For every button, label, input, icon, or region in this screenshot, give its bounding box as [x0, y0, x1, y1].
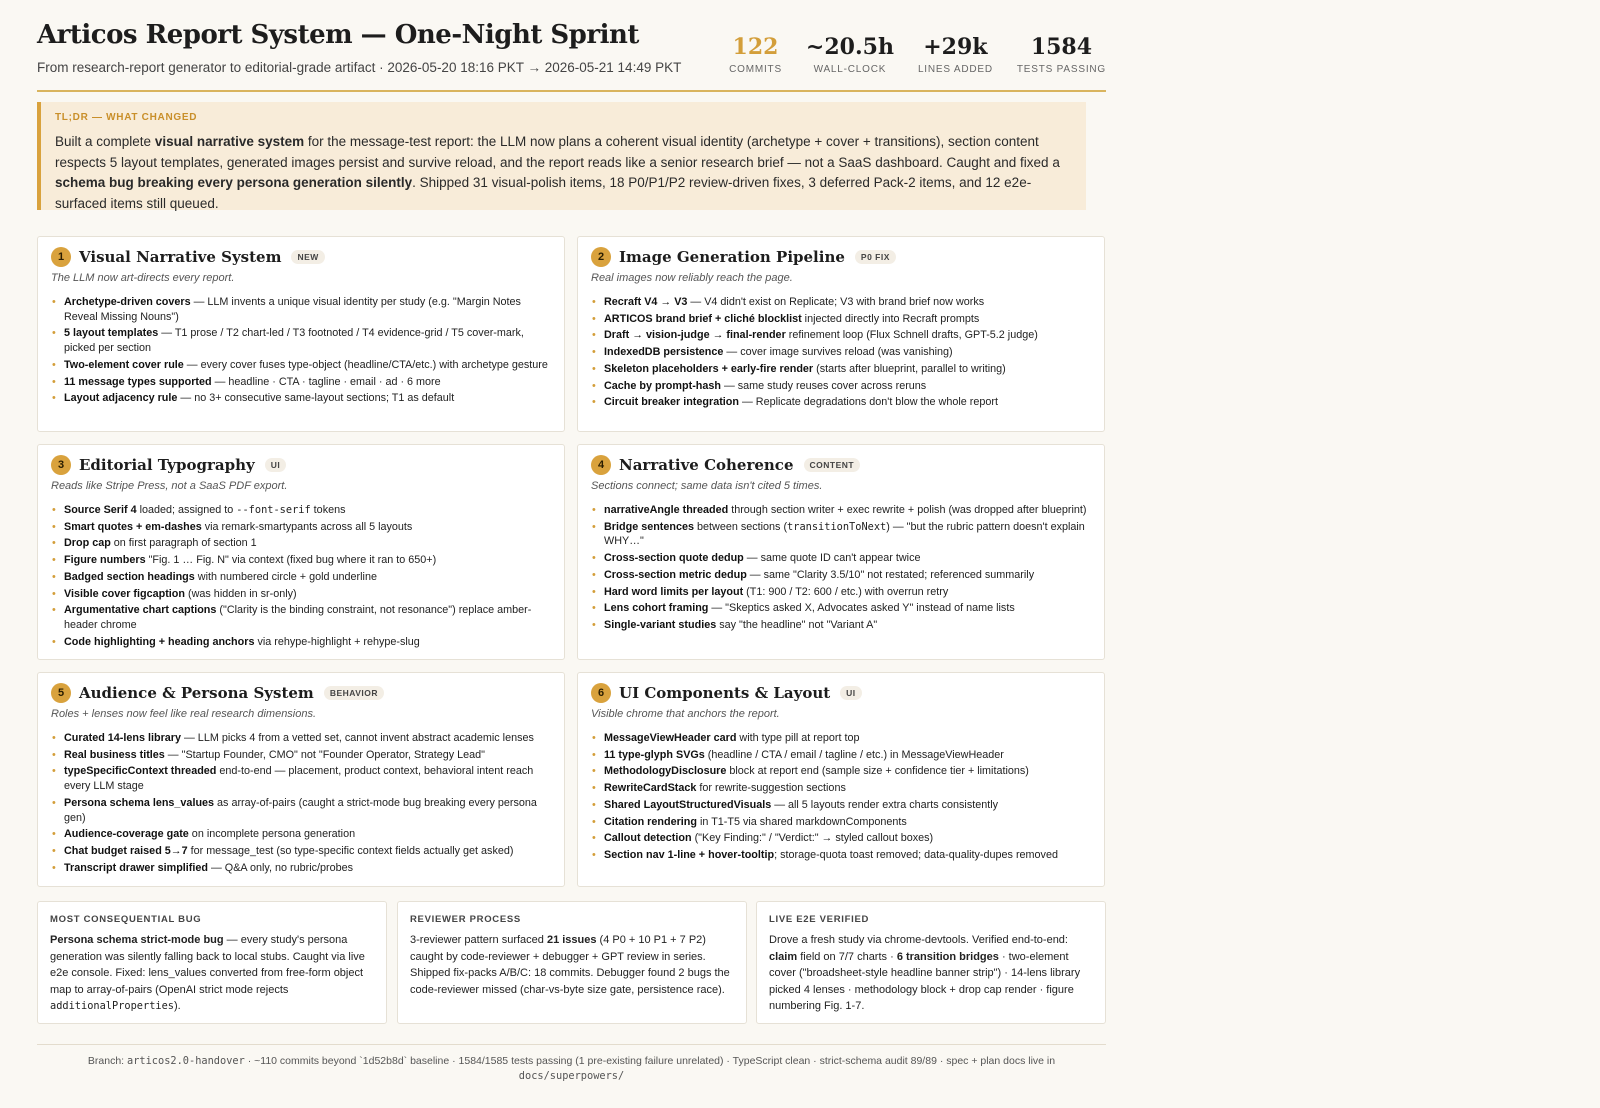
item-text: ) — "but the rubric pattern doesn't explain WHY…" — [604, 520, 1085, 548]
list-item — [591, 764, 1094, 779]
item-text: — no 3+ consecutive same-layout sections; T1 as default — [177, 392, 455, 405]
item-text: (was hidden in sr-only) — [185, 587, 297, 600]
section-tag: UI — [840, 686, 862, 700]
item-text: "Fig. 1 … Fig. N" via context (fixed bug where it ran to 650+) — [145, 554, 437, 567]
list-item — [51, 358, 554, 373]
list-item — [591, 848, 1094, 863]
list-item — [51, 844, 554, 859]
list-item — [591, 568, 1094, 583]
item-bold: Lens cohort framing — [604, 602, 709, 615]
item-text: on first paragraph of section 1 — [110, 537, 257, 550]
section-subtitle: Reads like Stripe Press, not a SaaS PDF export. — [51, 480, 288, 492]
section-number-badge: 6 — [591, 683, 611, 703]
item-bold: IndexedDB persistence — [604, 346, 724, 359]
bold-text: 6 transition bridges — [896, 950, 999, 963]
item-text: tokens — [310, 504, 346, 516]
stat-value: +29k — [923, 34, 988, 60]
section-subtitle: Visible chrome that anchors the report. — [591, 708, 780, 720]
item-text: end-to-end — placement, product context, behavioral intent reach every LLM stage — [64, 765, 534, 793]
section-subtitle: Sections connect; same data isn't cited 5 times. — [591, 480, 823, 492]
item-bold: Figure numbers — [64, 554, 146, 567]
stat-value: 122 — [732, 34, 779, 60]
item-text: ; storage-quota toast removed; data-quality-dupes removed — [774, 848, 1058, 861]
item-text: loaded; assigned to — [136, 504, 237, 516]
item-code: --font-serif — [236, 504, 311, 516]
section-card-narrative-coherence — [577, 444, 1105, 660]
tldr-label: TL;DR — WHAT CHANGED — [55, 112, 198, 123]
section-card-ui-components — [577, 672, 1105, 887]
item-bold: Visible cover figcaption — [64, 587, 186, 600]
reviewer-card-label: REVIEWER PROCESS — [410, 914, 521, 925]
list-item — [51, 603, 554, 632]
list-item — [51, 520, 554, 535]
section-subtitle: The LLM now art-directs every report. — [51, 272, 235, 284]
item-bold: narrativeAngle threaded — [604, 504, 729, 516]
item-bold: Drop cap — [64, 537, 111, 550]
list-item — [51, 326, 554, 355]
section-number-badge: 2 — [591, 247, 611, 267]
item-bold: Real business titles — [64, 748, 165, 761]
list-item — [51, 553, 554, 568]
list-item — [51, 748, 554, 763]
section-tag: UI — [265, 458, 287, 472]
list-item — [591, 503, 1094, 518]
item-bold: typeSpecificContext threaded — [64, 765, 217, 778]
list-item — [591, 520, 1094, 549]
section-subtitle: Real images now reliably reach the page. — [591, 272, 793, 284]
item-bold: Source Serif 4 — [64, 504, 137, 516]
list-item — [591, 295, 1094, 310]
list-item — [591, 585, 1094, 600]
bug-card — [37, 901, 387, 1024]
reviewer-card — [397, 901, 747, 1024]
item-bold: ARTICOS brand brief + cliché blocklist — [604, 312, 802, 325]
list-item — [591, 345, 1094, 360]
item-bold: Draft → vision-judge → final-render — [604, 329, 786, 342]
stat-label: LINES ADDED — [917, 64, 993, 75]
list-item — [591, 831, 1094, 846]
item-bold: Circuit breaker integration — [604, 396, 739, 409]
tldr-bold: visual narrative system — [154, 134, 305, 149]
item-text: (headline / CTA / email / tagline / etc.) in MessageViewHeader — [704, 748, 1004, 761]
item-text: say "the headline" not "Variant A" — [716, 618, 878, 631]
list-item — [51, 503, 554, 518]
item-text: ("Clarity is the binding constraint, not resonance") replace amber-header chrome — [64, 604, 532, 631]
item-bold: Two-element cover rule — [64, 358, 184, 371]
tldr-body — [55, 132, 1072, 214]
body-text: (4 P0 + 10 P1 + 7 P2) caught by code-reviewer + debugger + GPT review in series. Shipped fix-packs A/B/C: 18 commits. Debugger found 2 bugs the code-reviewer missed (char-vs-byte size gate, persistence race). — [410, 934, 730, 996]
item-bold: 11 message types supported — [64, 375, 212, 388]
list-item — [51, 796, 554, 825]
item-bold: Section nav 1-line + hover-tooltip — [604, 848, 775, 861]
footer — [37, 1044, 1106, 1084]
report-page — [37, 0, 1106, 1082]
item-text: — V4 didn't exist on Replicate; V3 with brand brief now works — [687, 296, 985, 308]
list-item — [591, 551, 1094, 566]
body-text: Drove a fresh study via chrome-devtools. Verified end-to-end: — [769, 934, 1068, 946]
item-bold: Audience-coverage gate — [64, 828, 189, 841]
tldr-callout — [37, 102, 1086, 210]
item-bold: Cache by prompt-hash — [604, 379, 721, 392]
stat-tests-passing — [1017, 34, 1106, 75]
section-number-badge: 4 — [591, 455, 611, 475]
bold-text: 21 issues — [546, 934, 597, 946]
footer-text: Branch: — [87, 1055, 127, 1067]
section-item-list — [591, 295, 1094, 412]
item-text: — same "Clarity 3.5/10" not restated; referenced summarily — [746, 568, 1035, 581]
item-text: via remark-smartypants across all 5 layouts — [201, 520, 413, 533]
list-item — [591, 601, 1094, 616]
list-item — [51, 587, 554, 602]
list-item — [591, 618, 1094, 633]
section-number-badge: 5 — [51, 683, 71, 703]
item-bold: Archetype-driven covers — [64, 296, 191, 308]
item-text: — every cover fuses type-object (headline/CTA/etc.) with archetype gesture — [183, 358, 548, 371]
list-item — [51, 570, 554, 585]
card-header — [591, 683, 862, 703]
section-title: Image Generation Pipeline — [619, 248, 845, 266]
card-header — [591, 455, 860, 475]
page-title: Articos Report System — One-Night Sprint — [37, 20, 639, 50]
tldr-text: . Shipped 31 visual-polish items, 18 P0/P1/P2 review-driven fixes, 3 deferred Pack-2 items, and 12 e2e-surfaced items still queued. — [55, 175, 1032, 211]
item-bold: Callout detection — [604, 832, 692, 845]
bold-text: Persona schema strict-mode bug — [50, 934, 224, 946]
docs-path: docs/superpowers/ — [518, 1070, 625, 1082]
item-text: via rehype-highlight + rehype-slug — [254, 635, 420, 648]
reviewer-card-body — [410, 932, 736, 998]
item-bold: Single-variant studies — [604, 618, 717, 631]
item-bold: MessageViewHeader card — [604, 732, 737, 744]
section-number-badge: 3 — [51, 455, 71, 475]
list-item — [591, 798, 1094, 813]
tldr-bold: schema bug breaking every persona generation silently — [55, 175, 413, 190]
item-text: — Q&A only, no rubric/probes — [208, 861, 354, 874]
code-text: additionalProperties — [50, 1000, 174, 1012]
card-header — [51, 247, 325, 267]
item-bold: Chat budget raised 5→7 — [64, 844, 188, 857]
section-item-list — [51, 731, 554, 877]
item-bold: Cross-section quote dedup — [604, 552, 744, 565]
tldr-text: Built a complete — [55, 134, 155, 149]
section-title: Narrative Coherence — [619, 456, 794, 474]
list-item — [591, 312, 1094, 327]
list-item — [591, 395, 1094, 410]
list-item — [51, 764, 554, 793]
list-item — [51, 861, 554, 876]
item-bold: Layout adjacency rule — [64, 392, 178, 405]
item-text: — same study reuses cover across reruns — [720, 379, 927, 392]
item-text: — Replicate degradations don't blow the whole report — [739, 396, 998, 409]
list-item — [591, 328, 1094, 343]
list-item — [51, 375, 554, 390]
e2e-card — [756, 901, 1106, 1024]
item-text: ("Key Finding:" / "Verdict:" → styled callout boxes) — [691, 832, 934, 845]
item-bold: RewriteCardStack — [604, 782, 697, 795]
stat-wall-clock — [806, 34, 894, 75]
item-text: (starts after blueprint, parallel to writing) — [813, 362, 1006, 375]
list-item — [591, 731, 1094, 746]
item-text: — same quote ID can't appear twice — [743, 552, 921, 565]
item-text: for rewrite-suggestion sections — [696, 782, 846, 795]
item-bold: Citation rendering — [604, 815, 697, 828]
item-bold: Bridge sentences — [604, 520, 695, 533]
card-header — [51, 683, 384, 703]
item-bold: Argumentative chart captions — [64, 604, 217, 617]
item-bold: Badged section headings — [64, 570, 195, 583]
item-bold: 11 type-glyph SVGs — [604, 748, 705, 761]
item-text: on incomplete persona generation — [188, 828, 356, 841]
list-item — [51, 391, 554, 406]
item-bold: Code highlighting + heading anchors — [64, 635, 255, 648]
list-item — [51, 731, 554, 746]
section-title: Visual Narrative System — [79, 248, 282, 266]
section-tag: CONTENT — [804, 458, 861, 472]
stat-label: COMMITS — [729, 64, 782, 75]
section-item-list — [591, 503, 1094, 635]
stat-label: TESTS PASSING — [1016, 64, 1106, 75]
item-bold: Skeleton placeholders + early-fire render — [604, 362, 814, 375]
section-subtitle: Roles + lenses now feel like real research dimensions. — [51, 708, 317, 720]
item-bold: Smart quotes + em-dashes — [64, 520, 202, 533]
item-text: with numbered circle + gold underline — [194, 570, 377, 583]
list-item — [591, 815, 1094, 830]
list-item — [51, 295, 554, 324]
list-item — [591, 781, 1094, 796]
card-header — [51, 455, 286, 475]
stat-label: WALL-CLOCK — [813, 64, 887, 75]
item-text: — all 5 layouts render extra charts consistently — [771, 798, 999, 811]
list-item — [51, 827, 554, 842]
section-number-badge: 1 — [51, 247, 71, 267]
list-item — [51, 536, 554, 551]
section-title: Audience & Persona System — [79, 684, 314, 702]
bold-text: claim — [769, 950, 798, 963]
list-item — [591, 379, 1094, 394]
item-text: as array-of-pairs (caught a strict-mode bug breaking every persona gen) — [64, 796, 537, 824]
item-bold: Curated 14-lens library — [64, 732, 182, 744]
section-tag: NEW — [291, 250, 324, 264]
item-bold: Recraft V4 → V3 — [604, 296, 688, 308]
list-item — [51, 635, 554, 650]
section-card-image-generation — [577, 236, 1105, 432]
stat-lines-added — [918, 34, 993, 75]
section-tag: P0 FIX — [855, 250, 896, 264]
header — [37, 0, 1106, 92]
bug-card-body — [50, 932, 376, 1015]
item-text: injected directly into Recraft prompts — [801, 312, 980, 325]
item-code: transitionToNext — [787, 520, 887, 533]
section-title: Editorial Typography — [79, 456, 255, 474]
section-card-editorial-typography — [37, 444, 565, 660]
e2e-card-label: LIVE E2E VERIFIED — [769, 914, 870, 925]
item-text: — headline · CTA · tagline · email · ad · 6 more — [211, 375, 441, 388]
list-item — [591, 748, 1094, 763]
tldr-text: for the message-test report: the LLM now plans a coherent visual identity (archetype + cover + transitions), section content respects 5 layout templates, generated images persist and survive reload, and the report reads like a senior research brief — not a SaaS dashboard. Caught and fixed a — [55, 134, 1060, 170]
item-text: — "Skeptics asked X, Advocates asked Y" instead of name lists — [708, 602, 1015, 615]
item-text: for message_test (so type-specific context fields actually get asked) — [187, 844, 514, 857]
item-text: in T1-T5 via shared markdownComponents — [696, 815, 907, 828]
item-bold: Persona schema lens_values — [64, 796, 215, 809]
list-item — [591, 362, 1094, 377]
stats-bar — [729, 34, 1106, 75]
section-title: UI Components & Layout — [619, 684, 831, 702]
footer-text: · ~110 commits beyond `1d52b8d` baseline · 1584/1585 tests passing (1 pre-existing failure unrelated) · TypeScript clean · strict-schema audit 89/89 · spec + plan docs live in — [244, 1055, 1056, 1067]
e2e-card-body — [769, 932, 1095, 1015]
item-bold: Hard word limits per layout — [604, 585, 744, 598]
item-bold: Cross-section metric dedup — [604, 568, 747, 581]
stat-value: ~20.5h — [805, 34, 894, 60]
bug-card-label: MOST CONSEQUENTIAL BUG — [50, 914, 202, 925]
body-text: ). — [174, 1000, 181, 1012]
section-card-visual-narrative — [37, 236, 565, 432]
item-text: — "Startup Founder, CMO" not "Founder Operator, Strategy Lead" — [164, 748, 486, 761]
item-text: — LLM invents a unique visual identity per study (e.g. "Margin Notes Reveal Missing Nouns") — [64, 296, 521, 323]
item-bold: Shared LayoutStructuredVisuals — [604, 798, 772, 811]
item-text: — LLM picks 4 from a vetted set, cannot invent abstract academic lenses — [181, 732, 534, 744]
item-bold: Transcript drawer simplified — [64, 861, 209, 874]
body-text: · two-element cover ("broadsheet-style headline banner strip") · 14-lens library picked 4 lenses · methodology block + drop cap render · figure numbering Fig. 1-7. — [769, 950, 1081, 1012]
section-tag: BEHAVIOR — [324, 686, 384, 700]
item-text: through section writer + exec rewrite + polish (was dropped after blueprint) — [728, 504, 1087, 516]
page-subtitle: From research-report generator to editorial-grade artifact · 2026-05-20 18:16 PKT → 2026-05-21 14:49 PKT — [37, 60, 682, 75]
item-text: — cover image survives reload (was vanishing) — [723, 346, 953, 359]
body-text: — every study's persona generation was silently falling back to local stubs. Caught via live e2e console. Fixed: lens_values converted from free-form object map to array-of-pairs (OpenAI strict mode rejects — [50, 934, 365, 996]
body-text: 3-reviewer pattern surfaced — [410, 934, 547, 946]
item-text: with type pill at report top — [736, 732, 860, 744]
item-text: (T1: 900 / T2: 600 / etc.) with overrun retry — [743, 585, 949, 598]
item-bold: 5 layout templates — [64, 327, 159, 340]
item-text: block at report end (sample size + confidence tier + limitations) — [726, 765, 1029, 778]
stat-value: 1584 — [1030, 34, 1093, 60]
section-card-audience-persona — [37, 672, 565, 887]
stat-commits — [729, 34, 782, 75]
item-bold: MethodologyDisclosure — [604, 765, 727, 778]
item-text: refinement loop (Flux Schnell drafts, GPT-5.2 judge) — [785, 329, 1038, 342]
section-item-list — [591, 731, 1094, 865]
card-header — [591, 247, 896, 267]
branch-name: articos2.0-handover — [127, 1055, 245, 1067]
section-item-list — [51, 295, 554, 408]
item-text: — T1 prose / T2 chart-led / T3 footnoted / T4 evidence-grid / T5 cover-mark, picked per section — [64, 327, 524, 355]
section-item-list — [51, 503, 554, 651]
body-text: field on 7/7 charts · — [797, 950, 897, 963]
item-text: between sections ( — [694, 520, 788, 533]
